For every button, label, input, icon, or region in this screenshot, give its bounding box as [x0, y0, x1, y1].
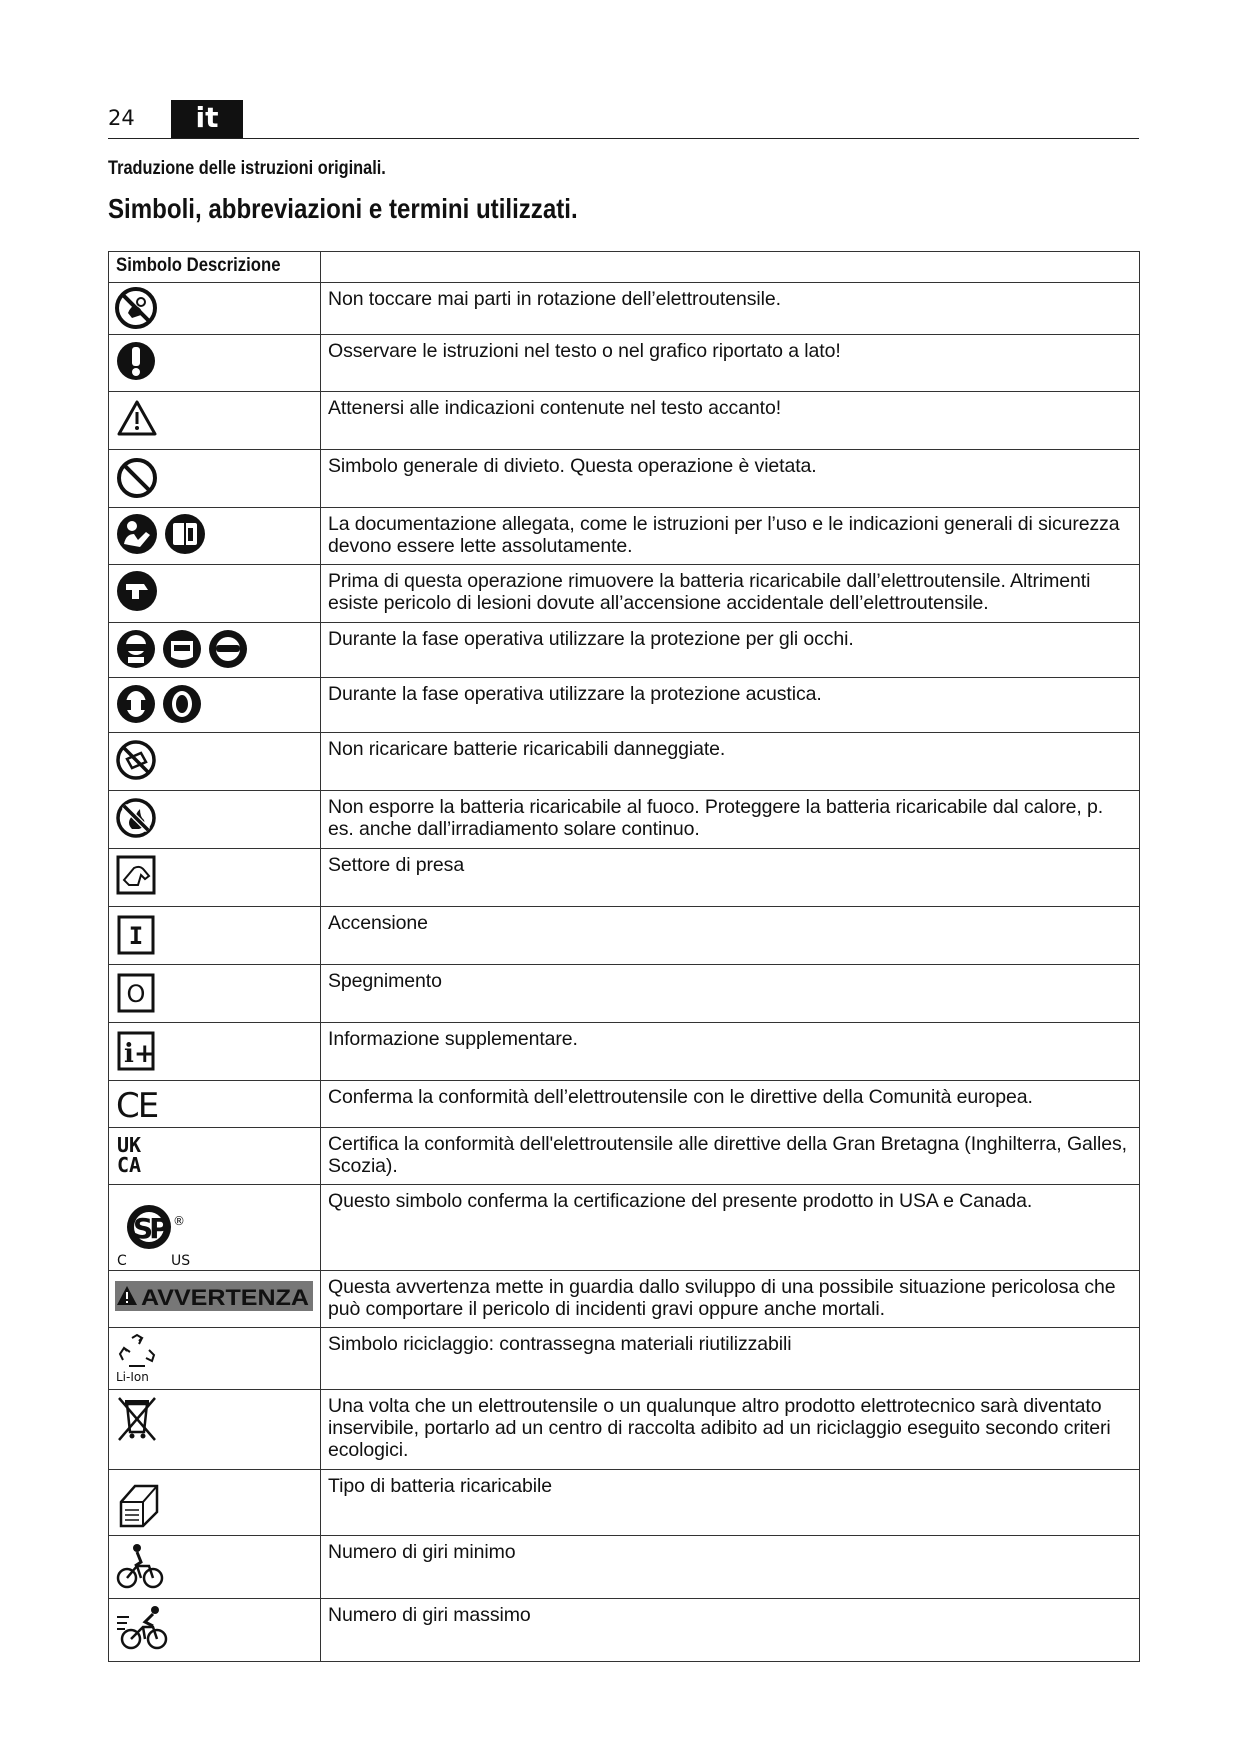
- csa-glyph-sp: SP: [133, 1212, 166, 1245]
- ce-glyph: CE: [116, 1086, 158, 1123]
- symbol-cell: [109, 678, 321, 733]
- table-row: [109, 678, 1140, 733]
- power-on-glyph: I: [128, 922, 144, 950]
- table-row: [109, 1328, 1140, 1390]
- symbol-cell: [109, 1271, 321, 1328]
- symbol-cell: [109, 1023, 321, 1081]
- description-cell: Questa avvertenza mette in guardia dallo sviluppo di una possibile situazione pericolosa che può comportare il pericolo di incidenti gravi oppure anche mortali.: [321, 1271, 1140, 1328]
- ear-protection-icon-group: [115, 682, 320, 726]
- power-off-glyph: O: [126, 980, 146, 1008]
- symbol-cell: [109, 623, 321, 678]
- language-tag: it: [171, 100, 243, 138]
- table-row: [109, 1023, 1140, 1081]
- avvertenza-label-icon: [115, 1281, 313, 1311]
- table-row: [109, 335, 1140, 392]
- csa-glyph-c: C: [117, 1253, 127, 1269]
- symbol-cell: [109, 965, 321, 1023]
- csa-glyph-registered: ®: [173, 1214, 185, 1228]
- description-cell: Settore di presa: [321, 849, 1140, 907]
- ce-mark-icon: [115, 1085, 165, 1123]
- description-cell: Prima di questa operazione rimuovere la batteria ricaricabile dall’elettroutensile. Altrimenti esiste pericolo di lesioni dovute all’accensione accidentale dell’elettroutensile.: [321, 565, 1140, 623]
- translation-note: Traduzione delle istruzioni originali.: [108, 158, 386, 179]
- table-row: [109, 733, 1140, 791]
- table-header-label: Simbolo Descrizione: [116, 255, 281, 276]
- table-row: [109, 965, 1140, 1023]
- symbol-cell: [109, 508, 321, 565]
- symbol-cell: [109, 1185, 321, 1271]
- table-row: [109, 450, 1140, 508]
- csa-glyph-us: US: [171, 1253, 191, 1269]
- min-speed-cyclist-icon: [115, 1540, 165, 1592]
- table-row: [109, 1081, 1140, 1128]
- description-cell: Attenersi alle indicazioni contenute nel testo accanto!: [321, 392, 1140, 450]
- li-ion-glyph: Li-Ion: [116, 1370, 149, 1384]
- page-number: 24: [108, 106, 135, 130]
- table-row: [109, 565, 1140, 623]
- ukca-glyph-line1: UK: [117, 1133, 142, 1157]
- symbol-cell: [109, 1470, 321, 1536]
- symbol-cell: [109, 791, 321, 849]
- table-row: [109, 508, 1140, 565]
- eye-protection-icon: [115, 627, 157, 671]
- description-cell: Questo simbolo conferma la certificazione del presente prodotto in USA e Canada.: [321, 1185, 1140, 1271]
- table-row: [109, 907, 1140, 965]
- description-cell: Accensione: [321, 907, 1140, 965]
- table-row: [109, 1185, 1140, 1271]
- avvertenza-glyph: AVVERTENZA: [141, 1285, 310, 1310]
- table-row: [109, 1599, 1140, 1662]
- info-plus-icon: [115, 1027, 157, 1073]
- grip-area-icon: [115, 853, 157, 897]
- table-row: [109, 1128, 1140, 1185]
- ear-protection-icon: [115, 682, 157, 726]
- remove-battery-icon: [115, 569, 159, 613]
- symbol-cell: [109, 907, 321, 965]
- goggles-icon: [207, 627, 249, 671]
- csa-mark-icon: [115, 1189, 205, 1269]
- description-cell: Durante la fase operativa utilizzare la protezione per gli occhi.: [321, 623, 1140, 678]
- symbol-cell: [109, 1390, 321, 1470]
- symbol-cell: [109, 392, 321, 450]
- symbol-cell: [109, 1599, 321, 1662]
- power-off-icon: [115, 969, 157, 1015]
- description-cell: Durante la fase operativa utilizzare la protezione acustica.: [321, 678, 1140, 733]
- description-cell: Certifica la conformità dell'elettroutensile alle direttive della Gran Bretagna (Inghilterra, Galles, Scozia).: [321, 1128, 1140, 1185]
- table-row: [109, 849, 1140, 907]
- eye-protection-icon-group: [115, 627, 320, 671]
- read-manual-icon-group: [115, 512, 320, 556]
- weee-crossed-bin-icon: [115, 1394, 159, 1444]
- description-cell: Non toccare mai parti in rotazione dell’elettroutensile.: [321, 283, 1140, 335]
- prohibition-icon: [115, 454, 159, 498]
- table-header-row: [109, 252, 1140, 283]
- symbol-cell: [109, 335, 321, 392]
- no-damaged-battery-icon: [115, 737, 157, 781]
- description-cell: Numero di giri massimo: [321, 1599, 1140, 1662]
- description-cell: Conferma la conformità dell’elettroutensile con le direttive della Comunità europea.: [321, 1081, 1140, 1128]
- table-row: [109, 1271, 1140, 1328]
- description-cell: Osservare le istruzioni nel testo o nel grafico riportato a lato!: [321, 335, 1140, 392]
- table-header-cell: [109, 252, 321, 283]
- info-plus-glyph: i+: [124, 1039, 156, 1069]
- table-row: [109, 283, 1140, 335]
- battery-type-icon: [115, 1474, 165, 1530]
- description-cell: Non esporre la batteria ricaricabile al fuoco. Proteggere la batteria ricaricabile dal calore, p. es. anche dall’irradiamento solare continuo.: [321, 791, 1140, 849]
- mandatory-exclamation-icon: [115, 339, 157, 383]
- symbol-cell: [109, 1081, 321, 1128]
- table-row: [109, 392, 1140, 450]
- page-title: Simboli, abbreviazioni e termini utilizzati.: [108, 193, 578, 224]
- symbol-cell: [109, 565, 321, 623]
- page-header: [108, 100, 1139, 139]
- table-row: [109, 1536, 1140, 1599]
- description-cell: Simbolo riciclaggio: contrassegna materiali riutilizzabili: [321, 1328, 1140, 1390]
- no-fire-battery-icon: [115, 795, 157, 839]
- symbol-cell: [109, 1328, 321, 1390]
- description-cell: Non ricaricare batterie ricaricabili danneggiate.: [321, 733, 1140, 791]
- description-cell: Una volta che un elettroutensile o un qualunque altro prodotto elettrotecnico sarà diventato inservibile, portarlo ad un centro di raccolta adibito ad un riciclaggio eseguito secondo criteri ecologici.: [321, 1390, 1140, 1470]
- symbols-table: [108, 251, 1140, 1662]
- manual-book-icon: [163, 512, 207, 556]
- description-cell: Simbolo generale di divieto. Questa operazione è vietata.: [321, 450, 1140, 508]
- description-cell: Numero di giri minimo: [321, 1536, 1140, 1599]
- table-header-empty-cell: [321, 252, 1140, 283]
- no-touch-rotating-icon: [115, 287, 157, 329]
- symbol-cell: [109, 1128, 321, 1185]
- warning-triangle-icon: [115, 396, 159, 440]
- symbol-cell: [109, 450, 321, 508]
- power-on-icon: [115, 911, 157, 957]
- ukca-mark-icon: [115, 1132, 157, 1176]
- description-cell: Spegnimento: [321, 965, 1140, 1023]
- earmuff-icon: [161, 682, 203, 726]
- description-cell: Tipo di batteria ricaricabile: [321, 1470, 1140, 1536]
- description-cell: Informazione supplementare.: [321, 1023, 1140, 1081]
- face-shield-icon: [161, 627, 203, 671]
- description-cell: La documentazione allegata, come le istruzioni per l’uso e le indicazioni generali di sicurezza devono essere lette assolutamente.: [321, 508, 1140, 565]
- max-speed-cyclist-icon: [115, 1603, 169, 1653]
- table-row: [109, 1470, 1140, 1536]
- recycling-li-ion-icon: [115, 1332, 161, 1384]
- symbol-cell: [109, 1536, 321, 1599]
- read-manual-icon: [115, 512, 159, 556]
- symbol-cell: [109, 283, 321, 335]
- symbol-cell: [109, 733, 321, 791]
- table-row: [109, 623, 1140, 678]
- table-row: [109, 791, 1140, 849]
- table-row: [109, 1390, 1140, 1470]
- ukca-glyph-line2: CA: [117, 1153, 142, 1176]
- symbol-cell: [109, 849, 321, 907]
